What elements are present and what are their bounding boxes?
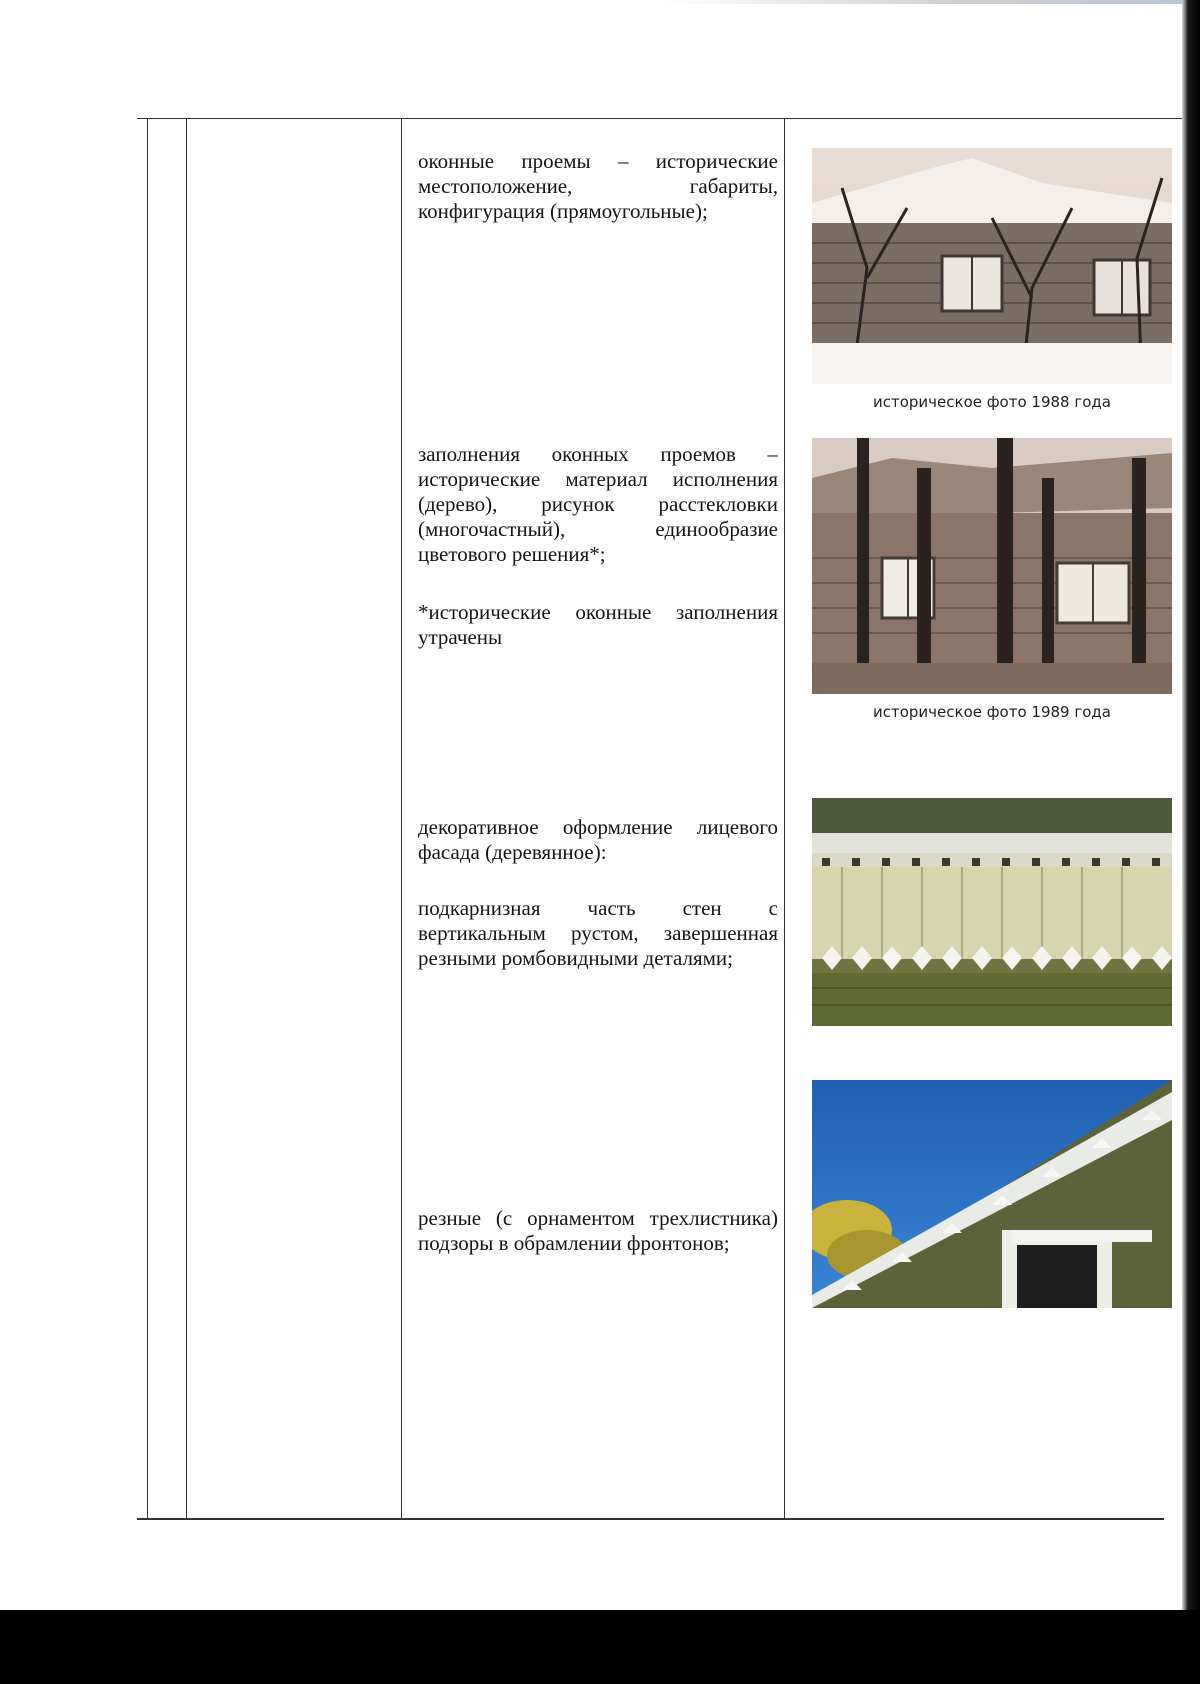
historic-photo-1989 <box>812 438 1172 694</box>
table-top-border <box>137 118 1182 119</box>
scan-right-edge <box>1182 0 1200 1610</box>
row-window-openings-text: оконные проемы – исторические местоположение, габариты, конфигурация (прямоугольные); <box>418 149 778 223</box>
photo-gable-trim <box>812 1080 1172 1308</box>
row-cornice-text: подкарнизная часть стен с вертикальным рустом, завершенная резными ромбовидными деталями; <box>418 896 778 970</box>
scan-bottom-band <box>0 1610 1200 1684</box>
row-decor-heading-text: декоративное оформление лицевого фасада (деревянное): <box>418 815 778 864</box>
scan-top-edge <box>0 0 1200 4</box>
table-column-border <box>186 118 187 1518</box>
row-window-fillings-text: заполнения оконных проемов – исторические материал исполнения (дерево), рисунок расстекловки (многочастный), единообразие цветового решения*; <box>418 442 778 566</box>
row-window-fillings-note: *исторические оконные заполнения утрачены <box>418 600 778 649</box>
table-column-border <box>784 118 785 1518</box>
photo-caption-1988: историческое фото 1988 года <box>872 393 1111 411</box>
historic-photo-1988 <box>812 148 1172 384</box>
photo-caption-1989: историческое фото 1989 года <box>872 703 1111 721</box>
row-gable-trim-text: резные (с орнаментом трехлистника) подзоры в обрамлении фронтонов; <box>418 1206 778 1255</box>
table-bottom-border <box>137 1518 1164 1520</box>
photo-cornice-detail <box>812 798 1172 1026</box>
table-column-border <box>401 118 402 1518</box>
table-column-border <box>147 118 148 1518</box>
